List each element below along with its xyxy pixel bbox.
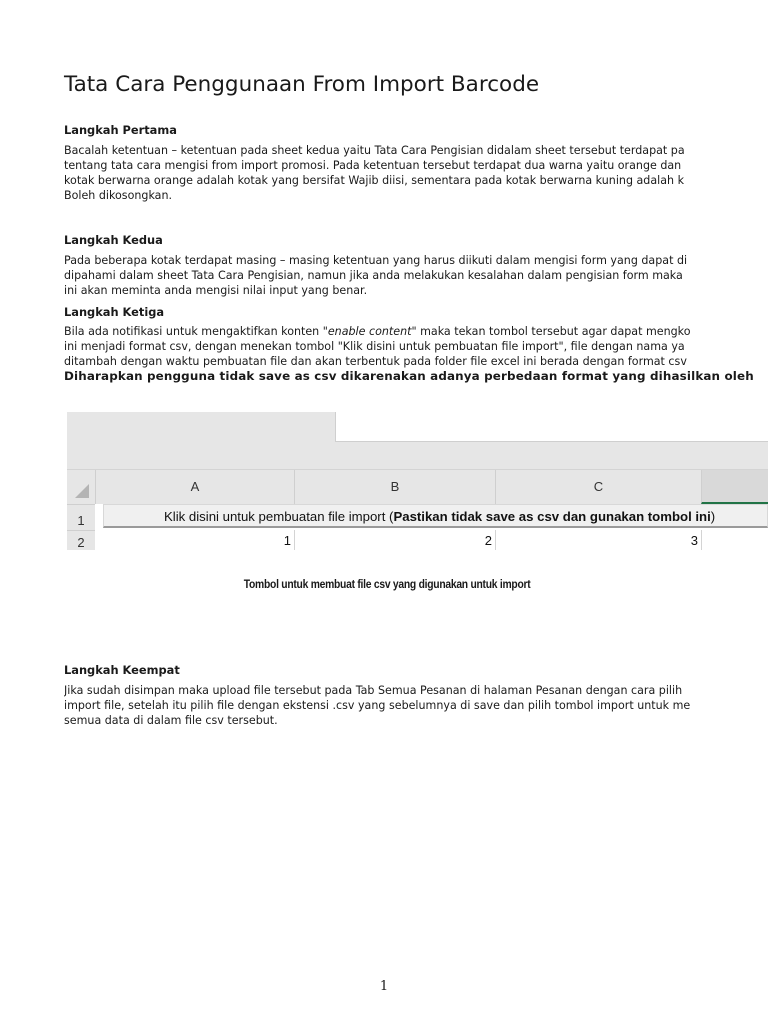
- spreadsheet-snippet: [67, 412, 768, 550]
- button-text-segment: Klik disini untuk pembuatan file import (: [164, 509, 394, 524]
- cell-a2[interactable]: 1: [283, 533, 291, 548]
- step-text-line: Bacalah ketentuan – ketentuan pada sheet kedua yaitu Tata Cara Pengisian didalam sheet tersebut terdapat pa: [64, 144, 685, 157]
- step-text-line: Boleh dikosongkan.: [64, 189, 173, 202]
- create-import-file-button[interactable]: [103, 504, 768, 528]
- step-heading: Langkah Kedua: [64, 233, 163, 247]
- grid-line: [495, 530, 496, 550]
- sheet-toolbar-area: [67, 412, 768, 469]
- step-text-line: Pada beberapa kotak terdapat masing – masing ketentuan yang harus diikuti dalam mengisi form yang dapat di: [64, 254, 688, 267]
- select-all-corner[interactable]: [67, 470, 95, 504]
- column-header-row: [67, 469, 768, 504]
- step-text-segment: " maka tekan tombol tersebut agar dapat mengko: [411, 325, 691, 338]
- row-header-2[interactable]: 2: [67, 530, 95, 550]
- step-body: [64, 143, 768, 203]
- column-header-c[interactable]: C: [495, 470, 701, 504]
- step-text-line: import file, setelah itu pilih file dengan ekstensi .csv yang sebelumnya di save dan pilih tombol import untuk me: [64, 699, 691, 712]
- page-title: Tata Cara Penggunaan From Import Barcode: [64, 72, 540, 97]
- select-all-triangle-icon: [75, 484, 89, 498]
- grid-line: [701, 530, 702, 550]
- step-text-line: tentang tata cara mengisi from import promosi. Pada ketentuan tersebut terdapat dua warna yaitu orange dan: [64, 159, 682, 172]
- row-header-1[interactable]: 1: [67, 504, 95, 530]
- step-section-pertama: [64, 122, 768, 203]
- column-header-d-selected[interactable]: [701, 470, 768, 504]
- sheet-tab[interactable]: [335, 412, 768, 442]
- column-header-b[interactable]: B: [294, 470, 495, 504]
- step-section-ketiga: [64, 304, 768, 384]
- step-text-segment: Bila ada notifikasi untuk mengaktifkan konten ": [64, 325, 328, 338]
- grid-line: [294, 530, 295, 550]
- step-text-line: ini akan meminta anda mengisi nilai input yang benar.: [64, 284, 368, 297]
- column-header-a[interactable]: A: [95, 470, 294, 504]
- figure-caption: Tombol untuk membuat file csv yang digunakan untuk import: [243, 577, 531, 591]
- step-warning-line: Diharapkan pengguna tidak save as csv dikarenakan adanya perbedaan format yang dihasilkan oleh: [64, 369, 754, 383]
- step-heading: Langkah Ketiga: [64, 305, 165, 319]
- step-section-keempat: [64, 662, 768, 728]
- step-text-line: ditambah dengan waktu pembuatan file dan akan terbentuk pada folder file excel ini berada dengan format csv: [64, 355, 687, 368]
- step-heading: Langkah Keempat: [64, 663, 180, 677]
- step-text-line: dipahami dalam sheet Tata Cara Pengisian, namun jika anda melakukan kesalahan dalam pengisian form maka: [64, 269, 683, 282]
- cell-b2[interactable]: 2: [484, 533, 492, 548]
- step-body: [64, 683, 768, 728]
- button-text-segment: ): [710, 509, 716, 524]
- button-text-bold: Pastikan tidak save as csv dan gunakan tombol ini: [393, 509, 711, 524]
- step-text-line: semua data di dalam file csv tersebut.: [64, 714, 278, 727]
- step-text-line: kotak berwarna orange adalah kotak yang bersifat Wajib diisi, sementara pada kotak berwarna kuning adalah k: [64, 174, 685, 187]
- step-body: [64, 324, 768, 384]
- step-body: [64, 253, 768, 298]
- step-text-line: ini menjadi format csv, dengan menekan tombol "Klik disini untuk pembuatan file import", file dengan nama ya: [64, 340, 685, 353]
- step-heading: Langkah Pertama: [64, 123, 177, 137]
- step-text-emphasis: enable content: [327, 325, 412, 338]
- page-number: 1: [379, 979, 389, 994]
- cell-c2[interactable]: 3: [690, 533, 698, 548]
- step-text-line: Jika sudah disimpan maka upload file tersebut pada Tab Semua Pesanan di halaman Pesanan dengan cara pilih: [64, 684, 683, 697]
- step-section-kedua: [64, 232, 768, 298]
- step-text-line: [64, 324, 768, 339]
